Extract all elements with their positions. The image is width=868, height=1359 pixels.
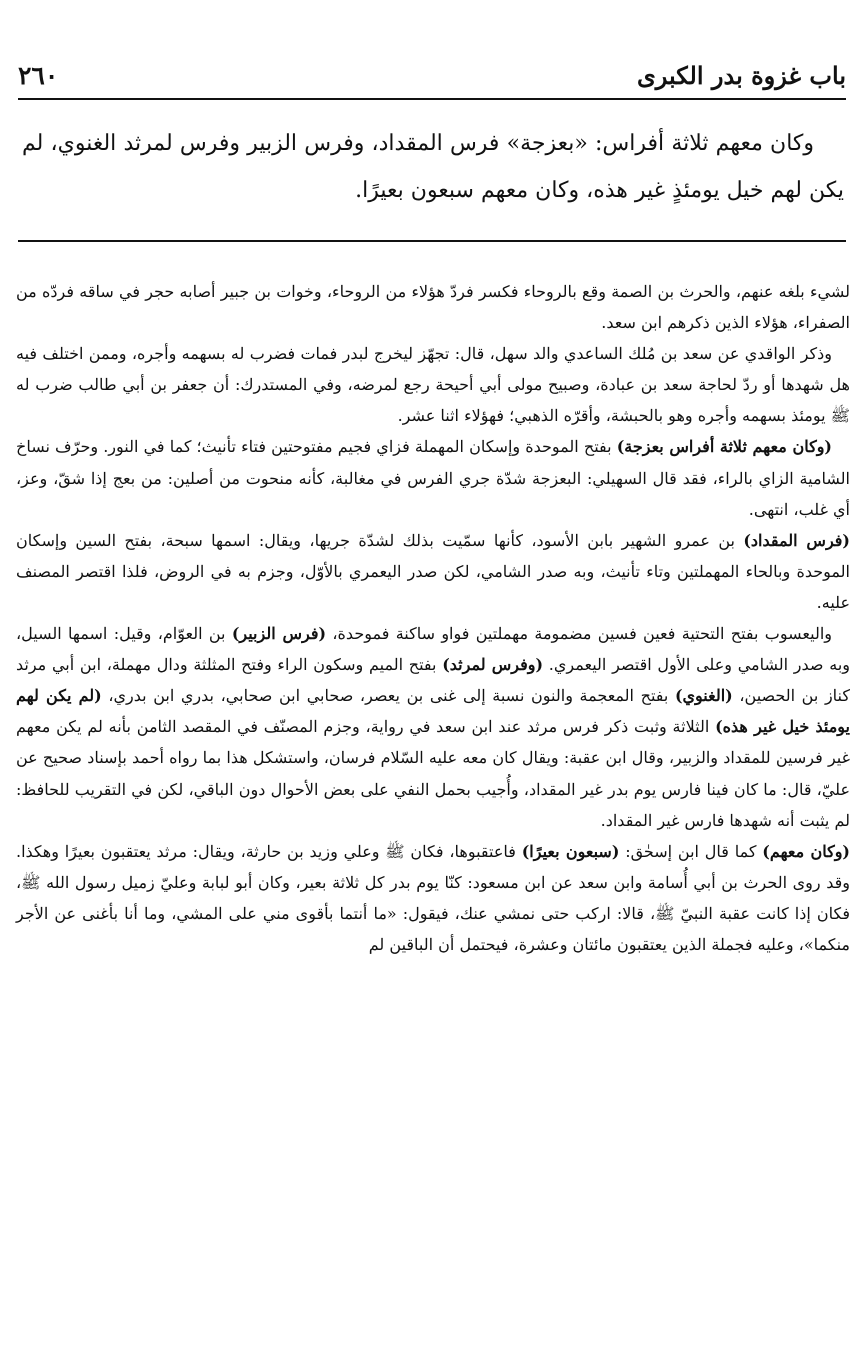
quoted-lemma: (وفرس لمرثد)	[442, 655, 544, 675]
commentary-text: كما قال ابن إسحٰق:	[619, 841, 763, 861]
commentary-text: الثلاثة وثبت ذكر فرس مرثد عند ابن سعد في رواية، وجزم المصنّف في المقصد الثامن بأنه لم يكن معهم غير فرسين للمقداد والزبير، وقال ابن عقبة: ويقال كان معه عليه السّلام فرسان، واستشكل هذا بما رواه أحمد بإسناد صحيح عن عليّ، قال: ما كان فينا فارس يوم بدر غير المقداد، وأُجيب بحمل النفي على بعض الأحوال دون الباقي، لكن في التقريب للحافظ: لم يثبت أنه شهدها فارس غير المقداد.	[16, 717, 851, 830]
quoted-lemma: (الغنوي)	[674, 686, 733, 706]
running-title: باب غزوة بدر الكبرى	[637, 60, 846, 90]
commentary-text: بن العوّام، وقيل: اسمها السيل، وبه صدر الشامي وعلى الأول اقتصر اليعمري.	[16, 624, 851, 675]
commentary-text: فاعتقبوها، فكان ﷺ وعلي وزيد بن حارثة، ويقال: مرثد يعتقبون بعيرًا وهكذا. وقد روى الحرث بن أبي أُسامة وابن سعد عن ابن مسعود: كنّا يوم بدر كل ثلاثة بعير، وكان أبو لبابة وعليّ زميل رسول الله ﷺ، فكان إذا كانت عقبة النبيّ ﷺ، قالا: اركب حتى نمشي عنك، فيقول: «ما أنتما بأقوى مني على المشي، وما أنا بأغنى عن الأجر منكما»، وعليه فجملة الذين يعتقبون مائتان وعشرة، فيحتمل أن الباقين لم	[16, 841, 850, 954]
commentary	[16, 276, 850, 960]
quoted-lemma: (لم يكن لهم يومئذ خيل غير هذه)	[16, 686, 851, 737]
separator-rule	[18, 240, 846, 242]
commentary-paragraph	[16, 525, 850, 618]
quoted-lemma: (وكان معهم)	[762, 841, 851, 861]
commentary-text: بفتح المعجمة والنون نسبة إلى غنى بن يعصر، صحابي ابن صحابي، بدري ابن بدري،	[101, 686, 675, 706]
commentary-paragraph: لشيء بلغه عنهم، والحرث بن الصمة وقع بالروحاء فكسر فردّ هؤلاء من الروحاء، وخوات بن جبير أصابه حجر في ساقه فردّه من الصفراء، هؤلاء الذين ذكرهم ابن سعد.	[16, 282, 850, 333]
main-text: وكان معهم ثلاثة أفراس: «بعزجة» فرس المقداد، وفرس الزبير وفرس لمرثد الغنوي، لم يكن لهم خيل يومئذٍ غير هذه، وكان معهم سبعون بعيرًا.	[22, 131, 844, 203]
commentary-paragraph	[16, 618, 850, 836]
commentary-text: بن عمرو الشهير بابن الأسود، كأنها سمّيت بذلك لشدّة جريها، ويقال: اسمها سبحة، بفتح السين وإسكان الموحدة وبالحاء المهملتين وتاء تأنيث، وبه صدر الشامي، لكن صدر اليعمري بالأوّل، وجزم به في الروض، فلذا اقتصر المصنف عليه.	[16, 530, 850, 612]
page-number: ٢٦٠	[18, 60, 59, 90]
quoted-lemma: (فرس الزبير)	[231, 624, 327, 644]
quoted-lemma: (سبعون بعيرًا)	[521, 841, 620, 861]
page-header	[18, 52, 846, 100]
quoted-lemma: (وكان معهم ثلاثة أفراس بعزجة)	[616, 437, 832, 457]
commentary-text: بفتح الموحدة وإسكان المهملة فزاي فجيم مفتوحتين فتاء تأنيث؛ كما في النور. وحرّف نساخ الشامية الزاي بالراء، فقد قال السهيلي: البعزجة شدّة جري الفرس في مغالبة، كأنه منحوت من أصلين: من بعج إذا شقّ، وعز، أي غلب، انتهى.	[16, 437, 850, 519]
commentary-text: بفتح الميم وسكون الراء وفتح المثلثة ودال مهملة، ابن أبي مرثد كناز بن الحصين،	[16, 655, 850, 706]
quoted-lemma: (فرس المقداد)	[743, 530, 850, 550]
commentary-paragraph	[16, 431, 850, 524]
commentary-paragraph	[16, 836, 850, 960]
commentary-paragraph: وذكر الواقدي عن سعد بن مُلك الساعدي والد سهل، قال: تجهّز ليخرج لبدر فمات فضرب له بسهمه وأجره، وممن اختلف فيه هل شهدها أو ردّ لحاجة سعد بن عبادة، وصبيح مولى أبي أحيحة رجع لمرضه، وفي المستدرك: أن جعفر بن أبي طالب ضرب له ﷺ يومئذ بسهمه وأجره وهو بالحبشة، وأقرّه الذهبي؛ فهؤلاء اثنا عشر.	[16, 344, 850, 426]
commentary-text: واليعسوب بفتح التحتية فعين فسين مضمومة مهملتين فواو ساكنة فموحدة،	[326, 624, 832, 644]
